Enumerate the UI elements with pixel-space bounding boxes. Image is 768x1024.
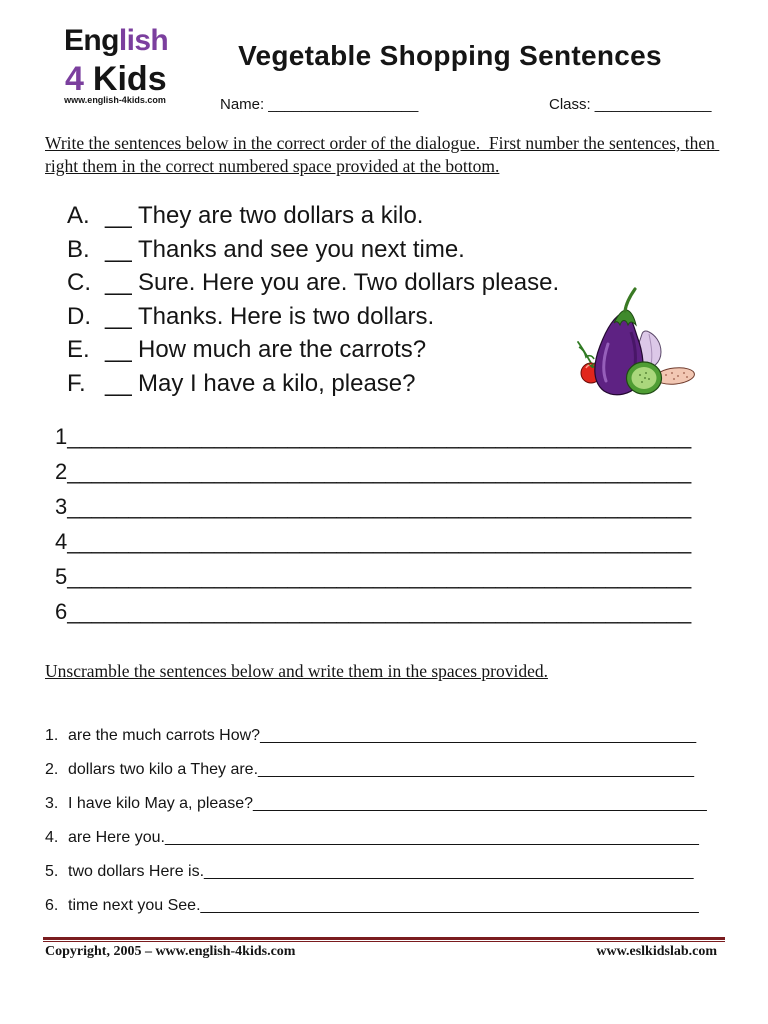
dialogue-text: May I have a kilo, please? bbox=[138, 369, 416, 397]
logo-url: www.english-4kids.com bbox=[64, 95, 166, 105]
logo-4kids bbox=[65, 62, 167, 96]
unscramble-item bbox=[45, 821, 701, 855]
unscramble-item bbox=[45, 889, 701, 923]
answer-line bbox=[55, 454, 693, 489]
dialogue-item bbox=[67, 333, 559, 367]
answer-line-number: 6 bbox=[55, 599, 68, 624]
answer-line-number: 4 bbox=[55, 529, 68, 554]
answer-line-number: 3 bbox=[55, 494, 68, 519]
unscramble-item bbox=[45, 753, 697, 787]
unscramble-item bbox=[45, 787, 710, 821]
unscramble-text: are the much carrots How? bbox=[68, 727, 261, 744]
dialogue-blank: __ bbox=[105, 302, 132, 330]
unscramble-text: time next you See. bbox=[68, 897, 201, 914]
answer-line-blank: ___________________________________________________ bbox=[67, 459, 692, 484]
answer-line-number: 1 bbox=[55, 424, 68, 449]
dialogue-letter: E. bbox=[67, 336, 90, 364]
dialogue-letter: C. bbox=[67, 269, 91, 297]
dialogue-text: Thanks and see you next time. bbox=[138, 235, 465, 263]
unscramble-number: 5. bbox=[45, 863, 59, 880]
answer-line bbox=[55, 524, 693, 559]
dialogue-text: How much are the carrots? bbox=[138, 336, 427, 364]
unscramble-item bbox=[45, 855, 696, 889]
unscramble-blank: ________________________________________________________ bbox=[200, 897, 699, 914]
dialogue-text: Sure. Here you are. Two dollars please. bbox=[138, 269, 560, 297]
unscramble-blank: ___________________________________________________ bbox=[253, 795, 707, 812]
name-field bbox=[220, 96, 418, 114]
unscramble-number: 1. bbox=[45, 727, 59, 744]
class-label: Class: bbox=[549, 96, 591, 113]
answer-line-blank: ___________________________________________________ bbox=[67, 494, 692, 519]
logo-number: 4 bbox=[65, 60, 84, 98]
dialogue-text: Thanks. Here is two dollars. bbox=[138, 302, 435, 330]
unscramble-blank: _________________________________________________ bbox=[258, 761, 695, 778]
unscramble-text: are Here you. bbox=[68, 829, 165, 846]
dialogue-blank: __ bbox=[105, 269, 132, 297]
answer-line-blank: ___________________________________________________ bbox=[67, 529, 692, 554]
unscramble-list bbox=[45, 719, 710, 923]
unscramble-item bbox=[45, 719, 699, 753]
unscramble-blank: _______________________________________________________ bbox=[204, 863, 694, 880]
answer-line bbox=[55, 594, 693, 629]
class-blank: ______________ bbox=[594, 96, 712, 113]
logo-word-black: Eng bbox=[64, 24, 119, 57]
class-field bbox=[549, 96, 711, 114]
name-label: Name: bbox=[220, 96, 265, 113]
answer-line bbox=[55, 489, 693, 524]
dialogue-text: They are two dollars a kilo. bbox=[138, 202, 424, 229]
answer-line-number: 2 bbox=[55, 459, 68, 484]
unscramble-number: 2. bbox=[45, 761, 59, 778]
dialogue-item bbox=[67, 233, 559, 267]
dialogue-letter: D. bbox=[67, 302, 91, 330]
dialogue-item bbox=[67, 266, 559, 300]
logo-english bbox=[64, 26, 168, 56]
unscramble-blank: _________________________________________________ bbox=[260, 727, 697, 744]
page-title: Vegetable Shopping Sentences bbox=[238, 40, 662, 71]
answer-line-number: 5 bbox=[55, 564, 68, 589]
dialogue-item bbox=[67, 199, 559, 233]
dialogue-blank: __ bbox=[105, 336, 132, 364]
section1-instructions: Write the sentences below in the correct order of the dialogue. First number the sentences, then right them in the correct numbered space provided at the bottom. bbox=[45, 133, 720, 176]
unscramble-text: I have kilo May a, please? bbox=[68, 795, 253, 812]
answer-line-blank: ___________________________________________________ bbox=[67, 424, 692, 449]
logo-word-purple: lish bbox=[118, 24, 169, 57]
dialogue-item bbox=[67, 367, 559, 401]
dialogue-blank: __ bbox=[105, 202, 132, 229]
answer-line bbox=[55, 559, 693, 594]
dialogue-blank: __ bbox=[105, 235, 132, 263]
dialogue-item bbox=[67, 300, 559, 334]
unscramble-number: 6. bbox=[45, 897, 59, 914]
unscramble-number: 4. bbox=[45, 829, 59, 846]
dialogue-letter: A. bbox=[67, 202, 90, 229]
answer-line-blank: ___________________________________________________ bbox=[67, 564, 692, 589]
footer-rule bbox=[43, 937, 725, 942]
dialogue-list bbox=[67, 199, 559, 401]
answer-line bbox=[55, 419, 693, 454]
unscramble-number: 3. bbox=[45, 795, 59, 812]
dialogue-blank: __ bbox=[105, 369, 132, 397]
answer-line-blank: ___________________________________________________ bbox=[67, 599, 692, 624]
unscramble-text: two dollars Here is. bbox=[68, 863, 205, 880]
dialogue-letter: B. bbox=[67, 235, 90, 263]
dialogue-letter: F. bbox=[67, 369, 86, 397]
name-blank: __________________ bbox=[268, 96, 419, 113]
footer-copyright: Copyright, 2005 – www.english-4kids.com bbox=[45, 944, 296, 959]
answer-lines bbox=[55, 419, 693, 629]
unscramble-blank: ____________________________________________________________ bbox=[164, 829, 699, 846]
footer-site: www.eslkidslab.com bbox=[596, 944, 717, 959]
cucumber-slice-icon bbox=[627, 362, 662, 394]
section2-instructions: Unscramble the sentences below and write them in the spaces provided. bbox=[45, 661, 548, 681]
logo-kids: Kids bbox=[92, 60, 167, 98]
unscramble-text: dollars two kilo a They are. bbox=[68, 761, 259, 778]
vegetables-illustration bbox=[574, 284, 698, 400]
